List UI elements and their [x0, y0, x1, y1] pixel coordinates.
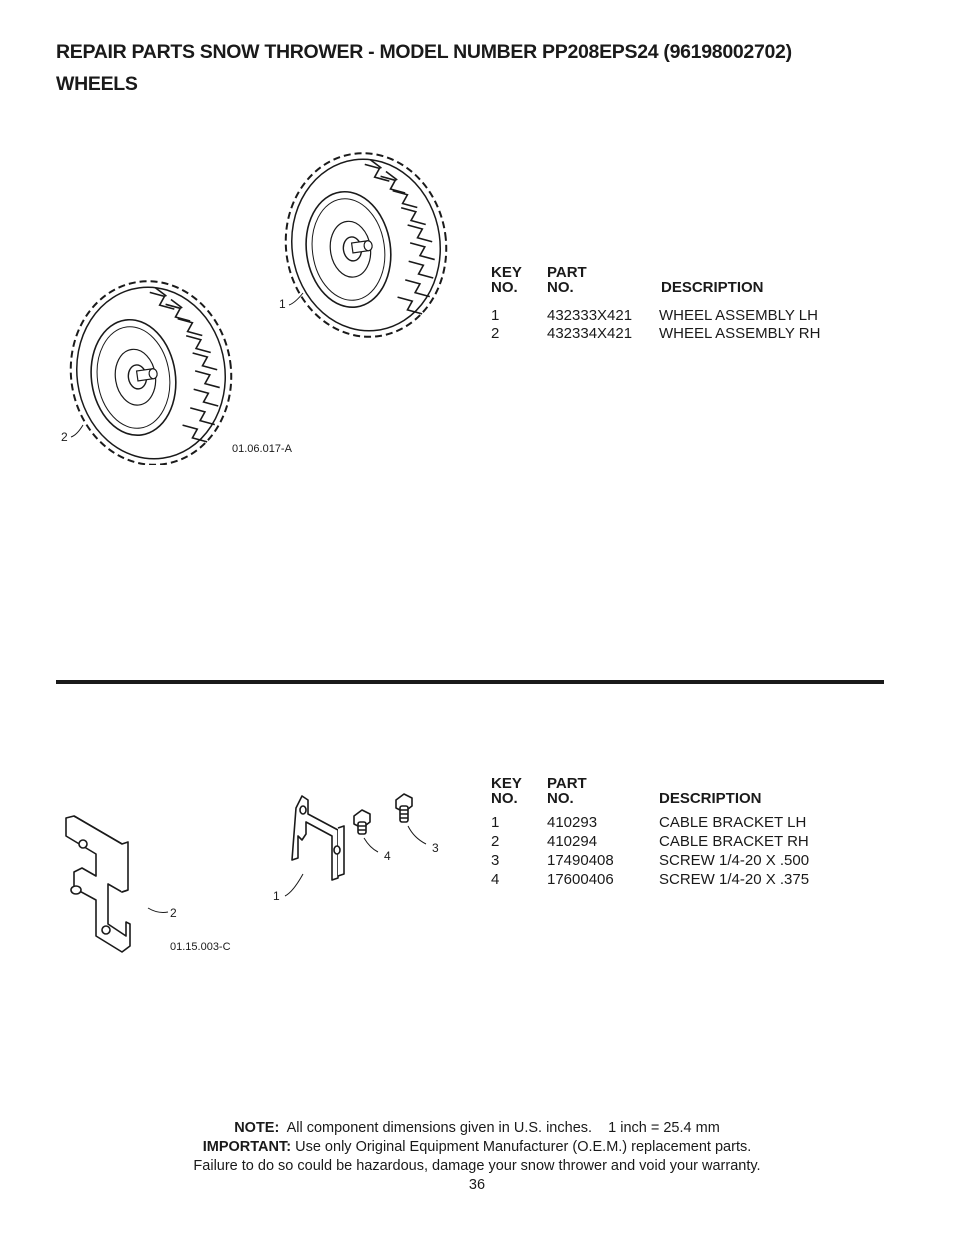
section-divider	[56, 680, 884, 684]
table-row-part: 410293	[547, 814, 598, 831]
callout-bracket-1: 1	[273, 889, 280, 903]
page-title: REPAIR PARTS SNOW THROWER - MODEL NUMBER PP208EPS24 (96198002702)	[56, 41, 792, 63]
table-row-part: 432333X421	[547, 307, 633, 324]
important-label: IMPORTANT:	[202, 1139, 292, 1155]
bracket-parts-table	[491, 776, 871, 896]
table-row-key: 3	[491, 852, 500, 869]
wheels-parts-table	[491, 265, 871, 355]
table-row-description: WHEEL ASSEMBLY LH	[659, 307, 818, 324]
figure-number-wheels: 01.06.017-A	[232, 443, 292, 455]
footer-important	[0, 1138, 954, 1157]
col-header-part-1: PART	[547, 264, 587, 281]
table-row-description: CABLE BRACKET RH	[659, 833, 809, 850]
page-number: 36	[468, 1177, 486, 1193]
callout-wheel-1: 1	[279, 297, 286, 311]
table-row-part: 432334X421	[547, 325, 633, 342]
table-row-description: CABLE BRACKET LH	[659, 814, 807, 831]
wheels-diagram	[56, 145, 456, 465]
col-header-key-1: KEY	[491, 775, 522, 792]
table-row-key: 2	[491, 833, 500, 850]
section-title-wheels: WHEELS	[56, 73, 138, 95]
col-header-description: DESCRIPTION	[661, 279, 764, 296]
table-row-key: 1	[491, 307, 500, 324]
callout-screw-3: 3	[432, 841, 439, 855]
callout-bracket-2: 2	[170, 906, 177, 920]
footer-note	[0, 1119, 954, 1138]
figure-number-bracket: 01.15.003-C	[170, 941, 231, 953]
callout-screw-4: 4	[384, 849, 391, 863]
note-text: All component dimensions given in U.S. inches. 1 inch = 25.4 mm	[279, 1120, 720, 1136]
table-row-key: 4	[491, 871, 500, 888]
col-header-part-1: PART	[547, 775, 587, 792]
table-row-description: SCREW 1/4-20 X .375	[659, 871, 810, 888]
col-header-description: DESCRIPTION	[659, 790, 762, 807]
table-row-part: 410294	[547, 833, 598, 850]
important-text: Use only Original Equipment Manufacturer (O.E.M.) replacement parts.	[291, 1139, 752, 1155]
col-header-key-2: NO.	[491, 279, 518, 296]
table-row-description: SCREW 1/4-20 X .500	[659, 852, 810, 869]
table-row-key: 2	[491, 325, 500, 342]
table-row-part: 17490408	[547, 852, 614, 869]
callout-wheel-2: 2	[61, 430, 68, 444]
note-label: NOTE:	[234, 1120, 280, 1136]
col-header-part-2: NO.	[547, 279, 574, 296]
col-header-key-2: NO.	[491, 790, 518, 807]
cable-bracket-diagram	[56, 780, 456, 960]
table-row-part: 17600406	[547, 871, 614, 888]
col-header-key-1: KEY	[491, 264, 522, 281]
table-row-description: WHEEL ASSEMBLY RH	[659, 325, 821, 342]
footer-warning: Failure to do so could be hazardous, damage your snow thrower and void your warranty.	[193, 1158, 761, 1174]
table-row-key: 1	[491, 814, 500, 831]
col-header-part-2: NO.	[547, 790, 574, 807]
